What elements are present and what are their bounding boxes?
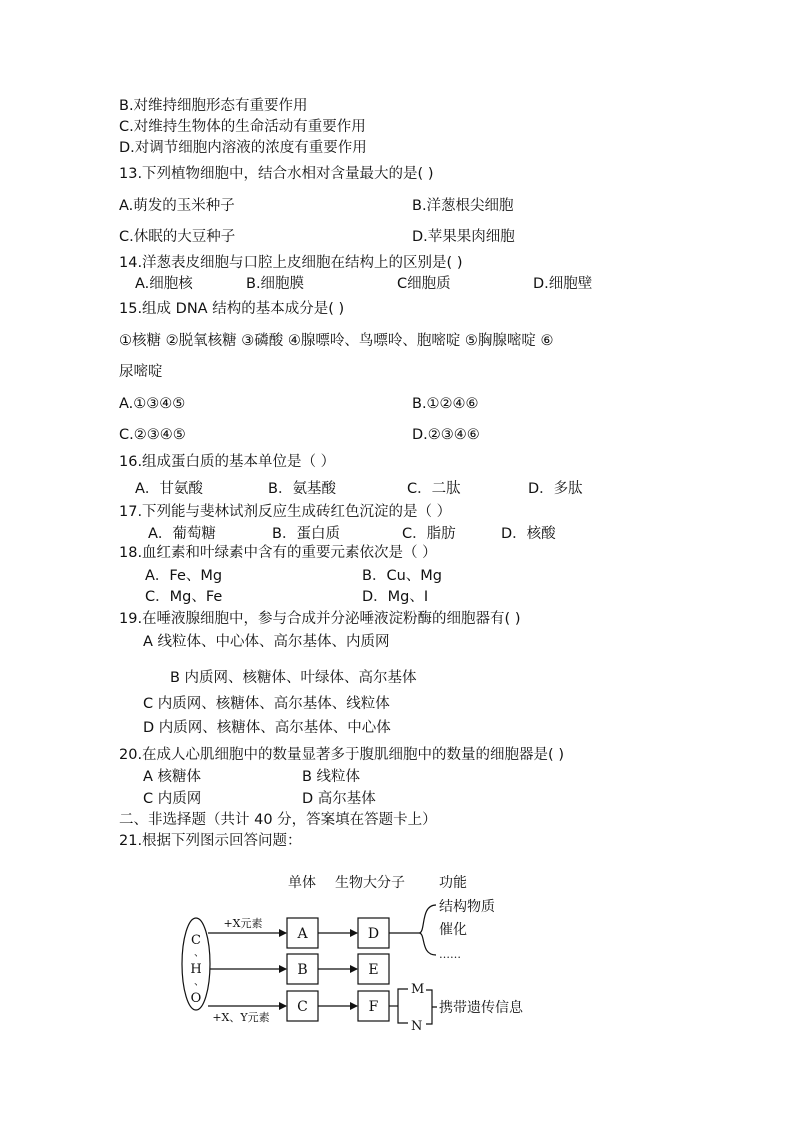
q13-option-c: C.休眠的大豆种子 — [119, 229, 236, 245]
element-separator-1: 、 — [194, 948, 204, 959]
q19-option-a: A 线粒体、中心体、高尔基体、内质网 — [143, 634, 390, 650]
q15-stem: 15.组成 DNA 结构的基本成分是( ) — [119, 301, 345, 317]
q15-items: ①核糖 ②脱氧核糖 ③磷酸 ④腺嘌呤、鸟嘌呤、胞嘧啶 ⑤胸腺嘧啶 ⑥ — [119, 333, 554, 349]
q20-option-d: D 高尔基体 — [302, 791, 376, 807]
q14-stem: 14.洋葱表皮细胞与口腔上皮细胞在结构上的区别是( ) — [119, 255, 463, 271]
q15-option-d: D.②③④⑥ — [412, 427, 480, 443]
arrow-label-xy: +X、Y元素 — [212, 1011, 270, 1024]
box-e-label: E — [368, 962, 379, 978]
q13-stem: 13.下列植物细胞中，结合水相对含量最大的是( ) — [119, 166, 434, 182]
q16-option-d: D．多肽 — [528, 481, 583, 497]
q20-option-c: C 内质网 — [143, 791, 202, 807]
box-d-label: D — [367, 926, 380, 942]
element-o: O — [190, 991, 202, 1006]
q12-option-b: B.对维持细胞形态有重要作用 — [119, 98, 308, 114]
q20-option-a: A 核糖体 — [143, 769, 202, 785]
element-separator-2: 、 — [194, 977, 204, 988]
q14-option-a: A.细胞核 — [135, 276, 193, 292]
q17-option-b: B．蛋白质 — [272, 526, 340, 542]
box-f-label: F — [368, 999, 379, 1015]
q15-option-b: B.①②④⑥ — [412, 396, 479, 412]
q14-option-d: D.细胞壁 — [533, 276, 593, 292]
section-2-heading: 二、非选择题（共计 40 分，答案填在答题卡上） — [119, 812, 437, 828]
box-c-label: C — [297, 999, 308, 1015]
q15-items-continued: 尿嘧啶 — [119, 364, 163, 380]
q12-option-c: C.对维持生物体的生命活动有重要作用 — [119, 119, 366, 135]
branch-n: N — [411, 1019, 423, 1034]
q19-option-d: D 内质网、核糖体、高尔基体、中心体 — [143, 720, 391, 736]
q17-option-c: C．脂肪 — [402, 526, 456, 542]
function-catalysis: 催化 — [439, 922, 467, 938]
q19-option-b: B 内质网、核糖体、叶绿体、高尔基体 — [170, 670, 417, 686]
q19-option-c: C 内质网、核糖体、高尔基体、线粒体 — [143, 696, 390, 712]
function-structure: 结构物质 — [439, 899, 495, 915]
box-a-label: A — [297, 926, 308, 942]
q18-option-c: C．Mg、Fe — [145, 589, 223, 605]
q17-option-a: A．葡萄糖 — [148, 526, 216, 542]
q13-option-b: B.洋葱根尖细胞 — [412, 198, 514, 214]
q18-option-b: B．Cu、Mg — [362, 568, 442, 584]
q18-option-a: A．Fe、Mg — [145, 568, 223, 584]
header-macromolecule: 生物大分子 — [335, 875, 405, 891]
q20-stem: 20.在成人心肌细胞中的数量显著多于腹肌细胞中的数量的细胞器是( ) — [119, 747, 564, 763]
q18-stem: 18.血红素和叶绿素中含有的重要元素依次是（ ） — [119, 545, 437, 561]
header-monomer: 单体 — [288, 875, 316, 891]
box-b-label: B — [297, 962, 308, 978]
q15-option-a: A.①③④⑤ — [119, 396, 186, 412]
q13-option-d: D.苹果果肉细胞 — [412, 229, 515, 245]
q17-option-d: D．核酸 — [501, 526, 556, 542]
d-branch-fork — [419, 905, 436, 955]
q16-option-c: C．二肽 — [407, 481, 461, 497]
mn-bracket — [426, 990, 437, 1024]
q16-option-a: A．甘氨酸 — [135, 481, 203, 497]
function-genetic-info: 携带遗传信息 — [439, 1000, 523, 1016]
branch-m: M — [411, 982, 425, 997]
header-function: 功能 — [439, 875, 467, 891]
q14-option-c: C细胞质 — [397, 276, 451, 292]
q19-stem: 19.在唾液腺细胞中，参与合成并分泌唾液淀粉酶的细胞器有( ) — [119, 611, 521, 627]
q17-stem: 17.下列能与斐林试剂反应生成砖红色沉淀的是（ ） — [119, 504, 452, 520]
q13-option-a: A.萌发的玉米种子 — [119, 198, 235, 214]
q20-option-b: B 线粒体 — [302, 769, 361, 785]
q15-option-c: C.②③④⑤ — [119, 427, 186, 443]
element-c: C — [191, 933, 201, 948]
q16-option-b: B．氨基酸 — [268, 481, 336, 497]
q21-stem: 21.根据下列图示回答问题： — [119, 833, 302, 849]
q16-stem: 16.组成蛋白质的基本单位是（ ） — [119, 454, 336, 470]
arrow-label-x: +X元素 — [223, 917, 263, 930]
function-more: …… — [439, 948, 461, 961]
element-h: H — [190, 962, 202, 977]
q18-option-d: D．Mg、I — [362, 589, 429, 605]
q14-option-b: B.细胞膜 — [246, 276, 305, 292]
q12-option-d: D.对调节细胞内溶液的浓度有重要作用 — [119, 140, 367, 156]
f-branch-bracket — [398, 989, 408, 1023]
